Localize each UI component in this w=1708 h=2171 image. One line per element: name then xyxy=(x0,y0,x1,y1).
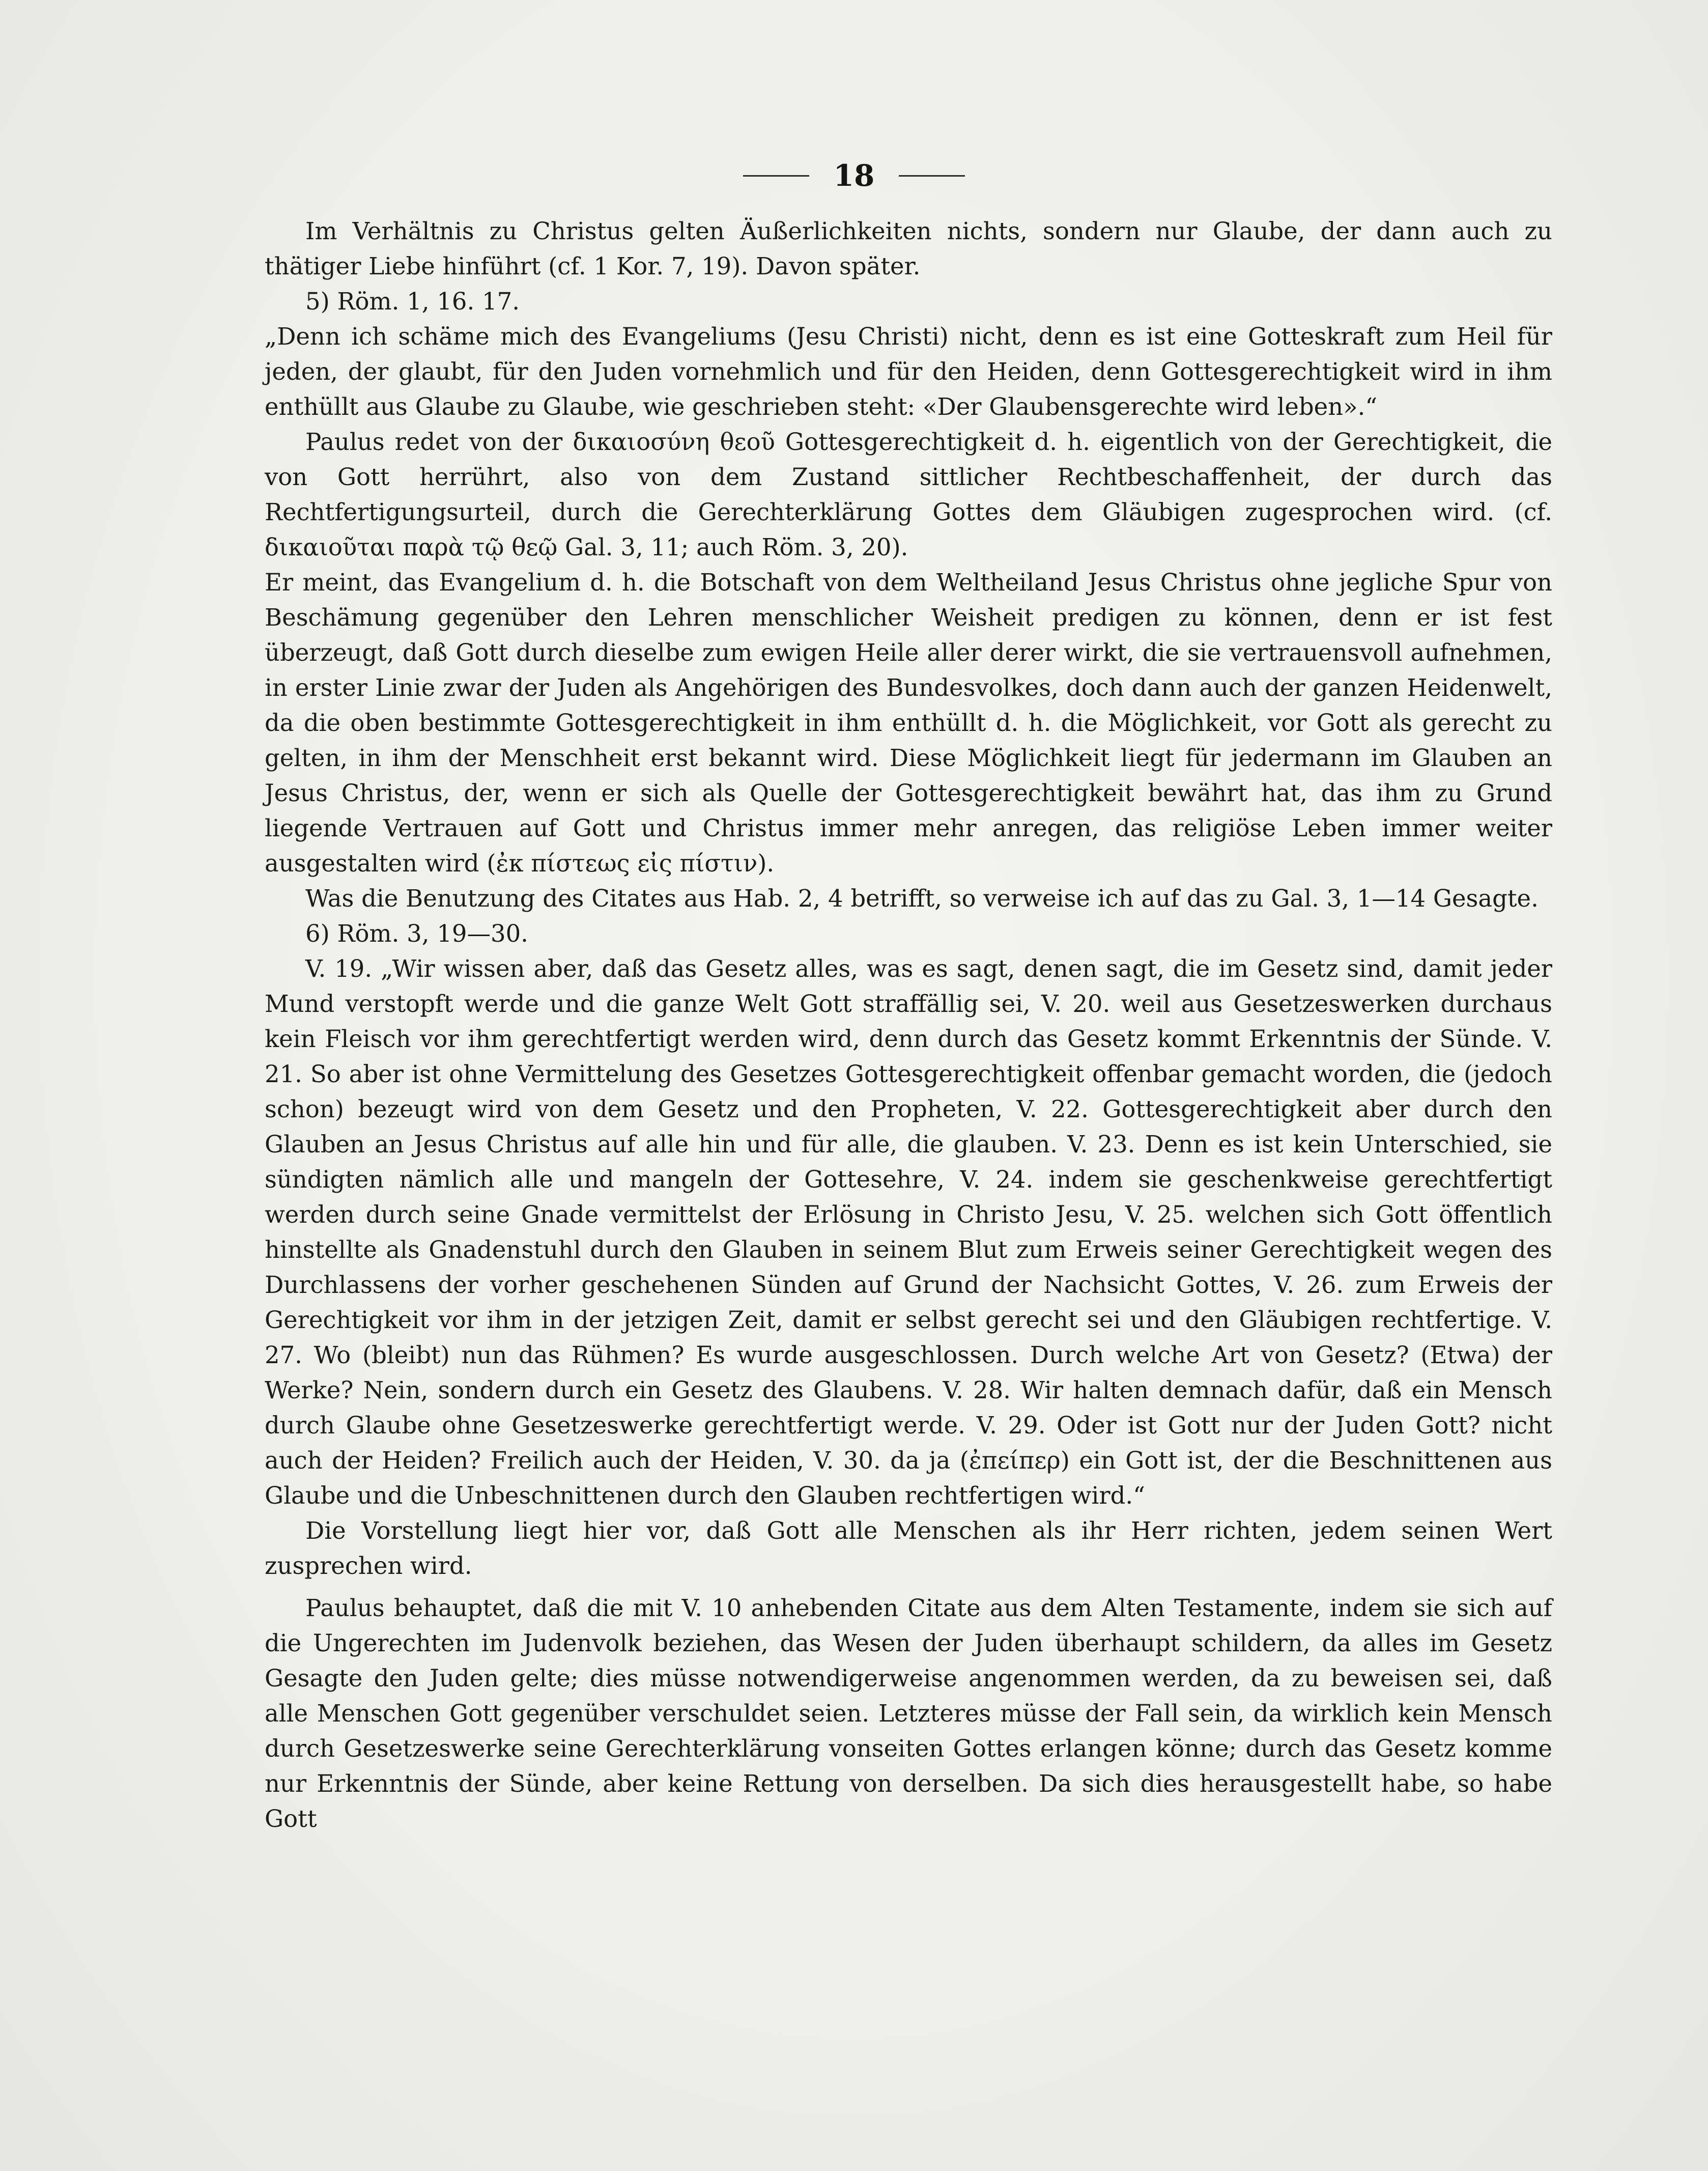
paragraph-1: Im Verhältnis zu Christus gelten Äußerlichkeiten nichts, sondern nur Glaube, der dann auch zu thätiger Liebe hinführt (cf. 1 Kor. 7, 19). Davon später. xyxy=(265,217,1552,280)
paragraph-dikaiosyne: Paulus redet von der δικαιοσύνη θεοῦ Gottesgerechtigkeit d. h. eigentlich von der Gerechtigkeit, die von Gott herrührt, also von dem Zustand sittlicher Rechtbeschaffenheit, der durch das Rechtfertigungsurteil, durch die Gerechterklärung Gottes dem Gläubigen zugesprochen wird. (cf. δικαιοῦται παρὰ τῷ θεῷ Gal. 3, 11; auch Röm. 3, 20). xyxy=(265,428,1552,561)
page-number: 18 xyxy=(833,158,875,193)
paragraph-habakuk: Was die Benutzung des Citates aus Hab. 2, 4 betrifft, so verweise ich auf das zu Gal. 3, 1—14 Gesagte. xyxy=(305,885,1539,912)
right-rule xyxy=(899,175,965,177)
paragraph-paulus-behauptet: Paulus behauptet, daß die mit V. 10 anhebenden Citate aus dem Alten Testamente, indem sie sich auf die Ungerechten im Judenvolk beziehen, das Wesen der Juden überhaupt schildern, da alles im Gesetz Gesagte den Juden gelte; dies müsse notwendigerweise angenommen werden, da zu beweisen sei, daß alle Menschen Gott gegenüber verschuldet seien. Letzteres müsse der Fall sein, da wirklich kein Mensch durch Gesetzeswerke seine Gerechterklärung vonseiten Gottes erlangen könne; durch das Gesetz komme nur Erkenntnis der Sünde, aber keine Rettung von derselben. Da sich dies herausgestellt habe, so habe Gott xyxy=(265,1594,1552,1832)
paragraph-vorstellung: Die Vorstellung liegt hier vor, daß Gott alle Menschen als ihr Herr richten, jedem seinen Wert zusprechen wird. xyxy=(265,1517,1552,1580)
section-heading-6: 6) Röm. 3, 19—30. xyxy=(305,920,528,947)
left-rule xyxy=(743,175,809,177)
section-heading-5: 5) Röm. 1, 16. 17. xyxy=(305,288,520,315)
paragraph-evangelium: Er meint, das Evangelium d. h. die Botschaft von dem Weltheiland Jesus Christus ohne jegliche Spur von Beschämung gegenüber den Lehren menschlicher Weisheit predigen zu können, denn er ist fest überzeugt, daß Gott durch dieselbe zum ewigen Heile aller derer wirkt, die sie vertrauensvoll aufnehmen, in erster Linie zwar der Juden als Angehörigen des Bundesvolkes, doch dann auch der ganzen Heidenwelt, da die oben bestimmte Gottesgerechtigkeit in ihm enthüllt d. h. die Möglichkeit, vor Gott als gerecht zu gelten, in ihm der Menschheit erst bekannt wird. Diese Möglichkeit liegt für jedermann im Glauben an Jesus Christus, der, wenn er sich als Quelle der Gottesgerechtigkeit bewährt hat, das ihm zu Grund liegende Vertrauen auf Gott und Christus immer mehr anregen, das religiöse Leben immer weiter ausgestalten wird (ἐκ πίστεως εἰς πίστιν). xyxy=(265,569,1552,877)
quote-romans-3: V. 19. „Wir wissen aber, daß das Gesetz alles, was es sagt, denen sagt, die im Gesetz sind, damit jeder Mund verstopft werde und die ganze Welt Gott straffällig sei, V. 20. weil aus Gesetzeswerken durchaus kein Fleisch vor ihm gerechtfertigt werden wird, denn durch das Gesetz kommt Erkenntnis der Sünde. V. 21. So aber ist ohne Vermittelung des Gesetzes Gottesgerechtigkeit offenbar gemacht worden, die (jedoch schon) bezeugt wird von dem Gesetz und den Propheten, V. 22. Gottesgerechtigkeit aber durch den Glauben an Jesus Christus auf alle hin und für alle, die glauben. V. 23. Denn es ist kein Unterschied, sie sündigten nämlich alle und mangeln der Gottesehre, V. 24. indem sie geschenkweise gerechtfertigt werden durch seine Gnade vermittelst der Erlösung in Christo Jesu, V. 25. welchen sich Gott öffentlich hinstellte als Gnadenstuhl durch den Glauben in seinem Blut zum Erweis seiner Gerechtigkeit wegen des Durchlassens der vorher geschehenen Sünden auf Grund der Nachsicht Gottes, V. 26. zum Erweis der Gerechtigkeit vor ihm in der jetzigen Zeit, damit er selbst gerecht sei und den Gläubigen rechtfertige. V. 27. Wo (bleibt) nun das Rühmen? Es wurde ausgeschlossen. Durch welche Art von Gesetz? (Etwa) der Werke? Nein, sondern durch ein Gesetz des Glaubens. V. 28. Wir halten demnach dafür, daß ein Mensch durch Glaube ohne Gesetzeswerke gerechtfertigt werde. V. 29. Oder ist Gott nur der Juden Gott? nicht auch der Heiden? Freilich auch der Heiden, V. 30. da ja (ἐπείπερ) ein Gott ist, der die Beschnittenen aus Glaube und die Unbeschnittenen durch den Glauben rechtfertigen wird.“ xyxy=(265,955,1552,1509)
body-text xyxy=(265,214,1552,1837)
page-header xyxy=(0,153,1708,199)
quote-romans-1: „Denn ich schäme mich des Evangeliums (Jesu Christi) nicht, denn es ist eine Gotteskraft zum Heil für jeden, der glaubt, für den Juden vornehmlich und für den Heiden, denn Gottesgerechtigkeit wird in ihm enthüllt aus Glaube zu Glaube, wie geschrieben steht: «Der Glaubensgerechte wird leben».“ xyxy=(265,323,1552,420)
